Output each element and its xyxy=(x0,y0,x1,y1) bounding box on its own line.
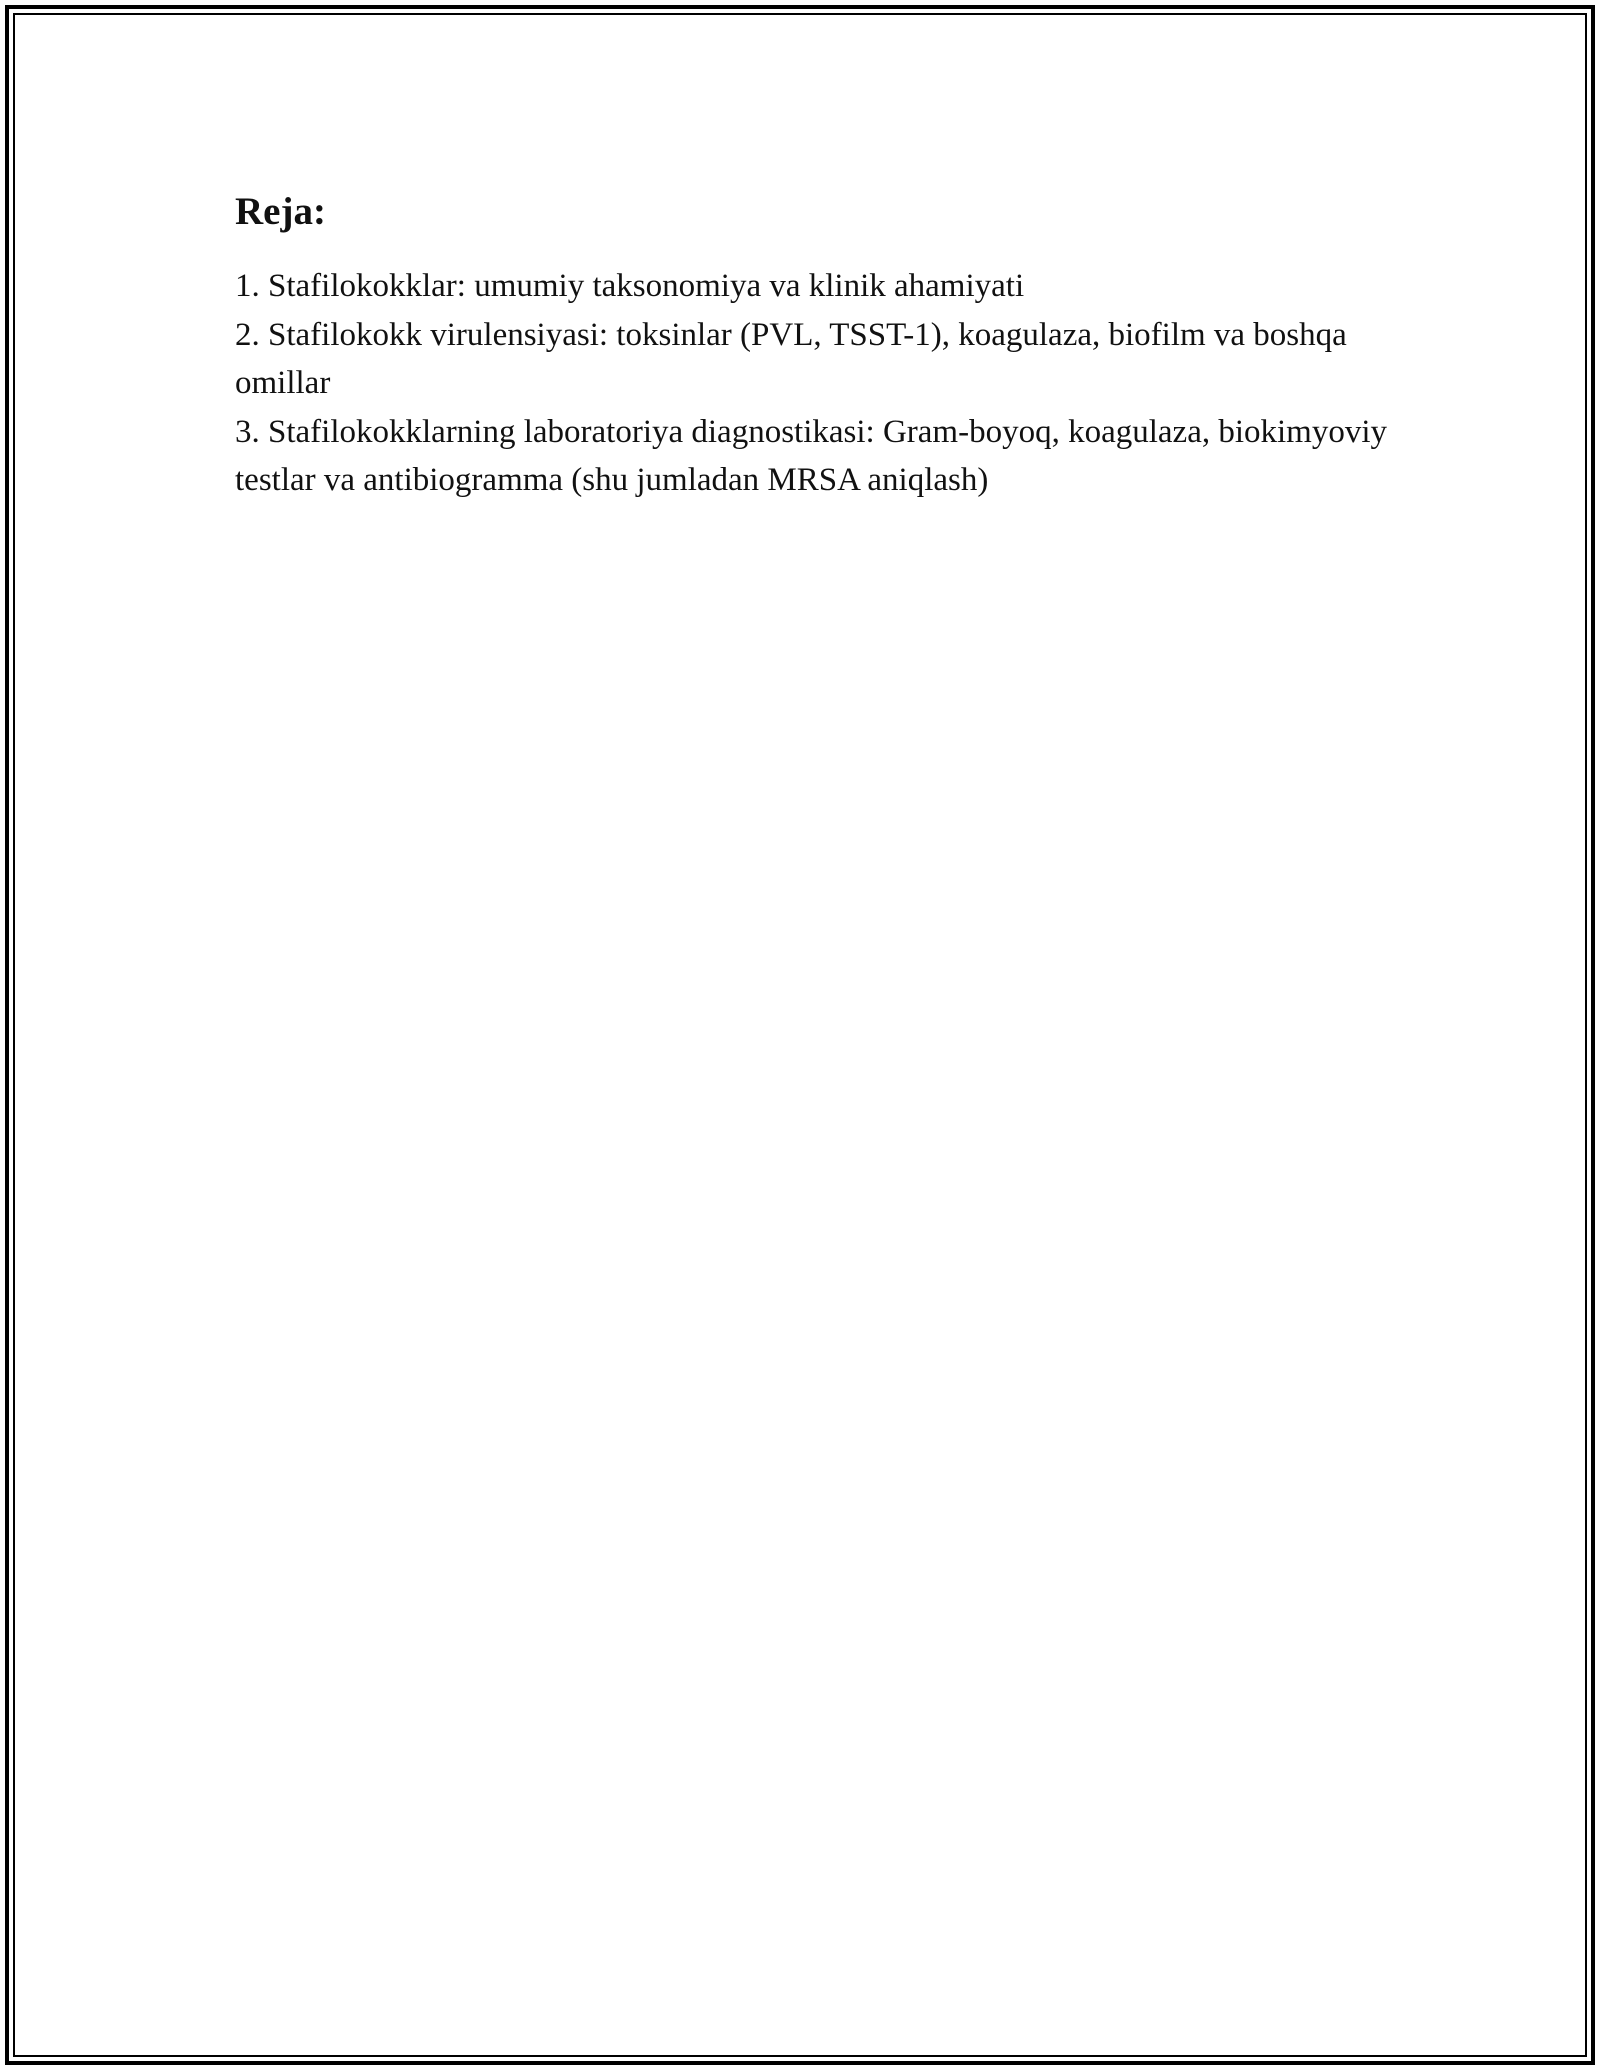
plan-list xyxy=(235,262,1395,505)
plan-item: 1. Stafilokokklar: umumiy taksonomiya va klinik ahamiyati xyxy=(235,268,1025,304)
plan-item: 3. Stafilokokklarning laboratoriya diagnostikasi: Gram-boyoq, koagulaza, biokimyoviy testlar va antibiogramma (shu jumladan MRSA aniqlash) xyxy=(235,413,1388,498)
plan-heading: Reja: xyxy=(235,190,326,233)
plan-item: 2. Stafilokokk virulensiyasi: toksinlar (PVL, TSST-1), koagulaza, biofilm va boshqa omillar xyxy=(235,316,1347,401)
document-body xyxy=(235,186,1395,505)
